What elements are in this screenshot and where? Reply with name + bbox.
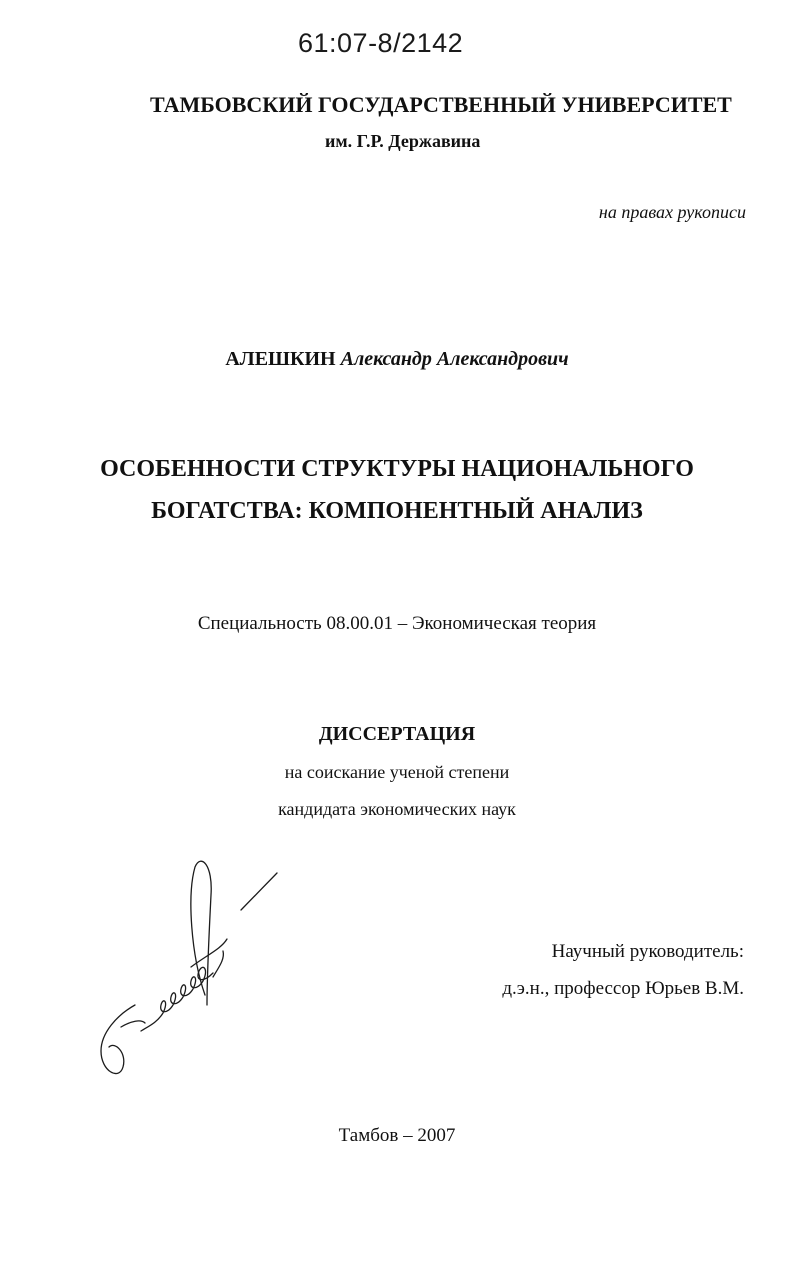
author-given-names: Александр Александрович: [340, 348, 569, 370]
author-name: [0, 348, 794, 371]
dissertation-title-line-1: ОСОБЕННОСТИ СТРУКТУРЫ НАЦИОНАЛЬНОГО: [100, 456, 694, 482]
speciality: Специальность 08.00.01 – Экономическая теория: [197, 613, 597, 634]
place-and-year: Тамбов – 2007: [338, 1125, 456, 1146]
university-named-after: им. Г.Р. Державина: [325, 131, 481, 151]
supervisor-label: Научный руководитель:: [551, 941, 744, 962]
archive-code: 61:07-8/2142: [298, 28, 464, 58]
author-surname: АЛЕШКИН: [225, 348, 336, 370]
supervisor-name: д.э.н., профессор Юрьев В.М.: [502, 978, 744, 999]
dissertation-title-line-2: БОГАТСТВА: КОМПОНЕНТНЫЙ АНАЛИЗ: [151, 498, 643, 524]
university-name: ТАМБОВСКИЙ ГОСУДАРСТВЕННЫЙ УНИВЕРСИТЕТ: [150, 92, 732, 117]
dissertation-type: ДИССЕРТАЦИЯ: [318, 723, 476, 745]
degree-purpose-line-2: кандидата экономических наук: [278, 799, 516, 819]
degree-purpose-line-1: на соискание ученой степени: [284, 762, 510, 782]
author-signature-icon: [95, 855, 295, 1085]
manuscript-note: на правах рукописи: [598, 202, 746, 222]
